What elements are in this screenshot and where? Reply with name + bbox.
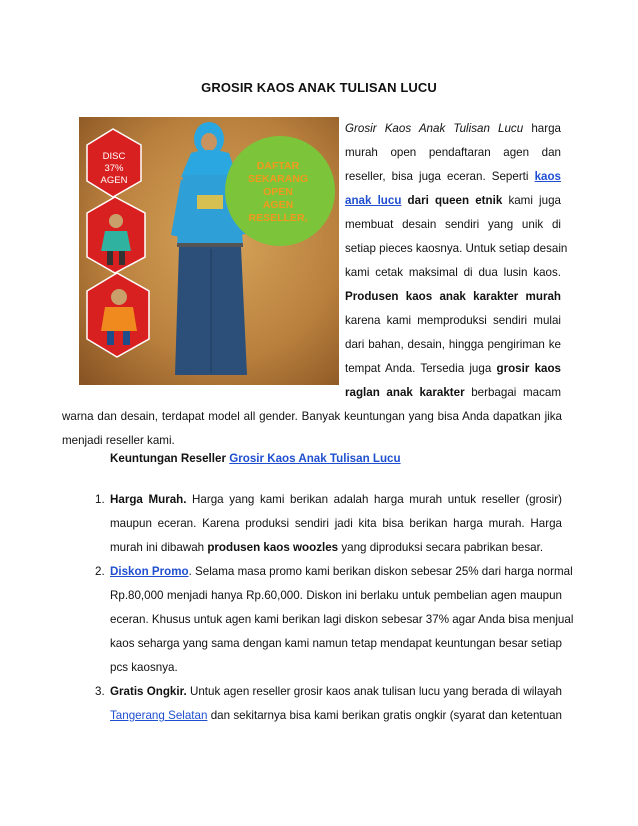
item-text: eceran. Khusus untuk agen kami berikan lagi diskon sebesar 37% agar Anda bisa menjual bbox=[110, 613, 574, 626]
promo-image-graphic bbox=[79, 117, 339, 385]
intro-text: reseller, bisa juga eceran. Seperti bbox=[345, 170, 529, 183]
promo-image bbox=[79, 117, 339, 385]
item-text: dan sekitarnya bisa kami berikan gratis ongkir (syarat dan ketentuan bbox=[210, 709, 562, 722]
item-text: maupun eceran. Karena produksi sendiri jadi kita bisa berikan harga murah. Harga bbox=[110, 517, 562, 530]
item-text: Harga yang kami berikan adalah harga murah untuk reseller (grosir) bbox=[192, 493, 562, 506]
intro-text: karena kami memproduksi sendiri mulai bbox=[345, 314, 561, 327]
section-heading-text: Keuntungan Reseller bbox=[110, 452, 226, 465]
section-heading bbox=[110, 452, 401, 465]
item-title: Harga Murah. bbox=[110, 493, 187, 506]
intro-bold-text: raglan anak karakter bbox=[345, 386, 465, 399]
intro-bold-text: grosir kaos bbox=[496, 362, 561, 375]
circle-line-1: DAFTAR bbox=[256, 160, 300, 172]
disc-line-2: 37% bbox=[104, 163, 124, 174]
circle-line-2: SEKARANG bbox=[247, 173, 309, 185]
list-number: 3. bbox=[95, 685, 105, 698]
intro-text: kami juga bbox=[508, 194, 561, 207]
item-title: Gratis Ongkir. bbox=[110, 685, 187, 698]
intro-text: warna dan desain, terdapat model all gender. Banyak keuntungan yang bisa Anda dapatkan jika bbox=[62, 410, 562, 423]
disc-line-3: AGEN bbox=[100, 175, 128, 186]
item-text: yang diproduksi secara pabrikan besar. bbox=[341, 541, 544, 554]
intro-brand: dari queen etnik bbox=[407, 194, 503, 207]
kaos-anak-lucu-link-cont[interactable]: anak lucu bbox=[345, 194, 402, 207]
list-item bbox=[62, 488, 562, 560]
page-title: GROSIR KAOS ANAK TULISAN LUCU bbox=[201, 80, 437, 95]
intro-bold-text: Produsen kaos anak karakter murah bbox=[345, 290, 561, 303]
intro-continued bbox=[62, 405, 562, 453]
intro-text: harga bbox=[531, 122, 561, 135]
item-text: pcs kaosnya. bbox=[110, 661, 178, 674]
intro-text: tempat Anda. Tersedia juga bbox=[345, 362, 492, 375]
list-item bbox=[62, 680, 562, 728]
intro-text: dari bahan, desain, hingga pengiriman ke bbox=[345, 338, 561, 351]
circle-line-5: RESELLER, bbox=[248, 212, 308, 224]
intro-text: setiap pieces kaosnya. Untuk setiap desain bbox=[345, 242, 568, 255]
list-number: 2. bbox=[95, 565, 105, 578]
circle-line-3: OPEN bbox=[263, 186, 293, 198]
benefits-list bbox=[62, 488, 574, 728]
grosir-kaos-link[interactable]: Grosir Kaos Anak Tulisan Lucu bbox=[229, 452, 401, 465]
intro-column bbox=[345, 117, 568, 405]
tangerang-selatan-link[interactable]: Tangerang Selatan bbox=[110, 709, 208, 722]
intro-text: kami cetak maksimal di dua lusin kaos. bbox=[345, 266, 561, 279]
diskon-promo-link[interactable]: Diskon Promo bbox=[110, 565, 189, 578]
disc-line-1: DISC bbox=[102, 151, 126, 162]
item-text: . Selama masa promo kami berikan diskon sebesar 25% dari harga normal bbox=[188, 565, 573, 578]
item-text: kaos seharga yang sama dengan kami namun tetap mendapat keuntungan besar setiap bbox=[110, 637, 562, 650]
intro-keyword: Grosir Kaos Anak Tulisan Lucu bbox=[345, 122, 524, 135]
kaos-anak-lucu-link[interactable]: kaos bbox=[534, 170, 561, 183]
intro-text: membuat desain sendiri yang unik di bbox=[345, 218, 561, 231]
item-text: Untuk agen reseller grosir kaos anak tulisan lucu yang berada di wilayah bbox=[189, 685, 562, 698]
list-item bbox=[62, 560, 574, 680]
intro-text: murah open pendaftaran agen dan bbox=[345, 146, 561, 159]
item-text: Rp.80,000 menjadi hanya Rp.60,000. Diskon ini berlaku untuk pembelian agen maupun bbox=[110, 589, 562, 602]
intro-text: berbagai macam bbox=[471, 386, 561, 399]
list-number: 1. bbox=[95, 493, 105, 506]
intro-text: menjadi reseller kami. bbox=[62, 434, 175, 447]
item-text: murah ini dibawah bbox=[110, 541, 205, 554]
item-bold-text: produsen kaos woozles bbox=[207, 541, 339, 554]
circle-line-4: AGEN bbox=[262, 199, 294, 211]
